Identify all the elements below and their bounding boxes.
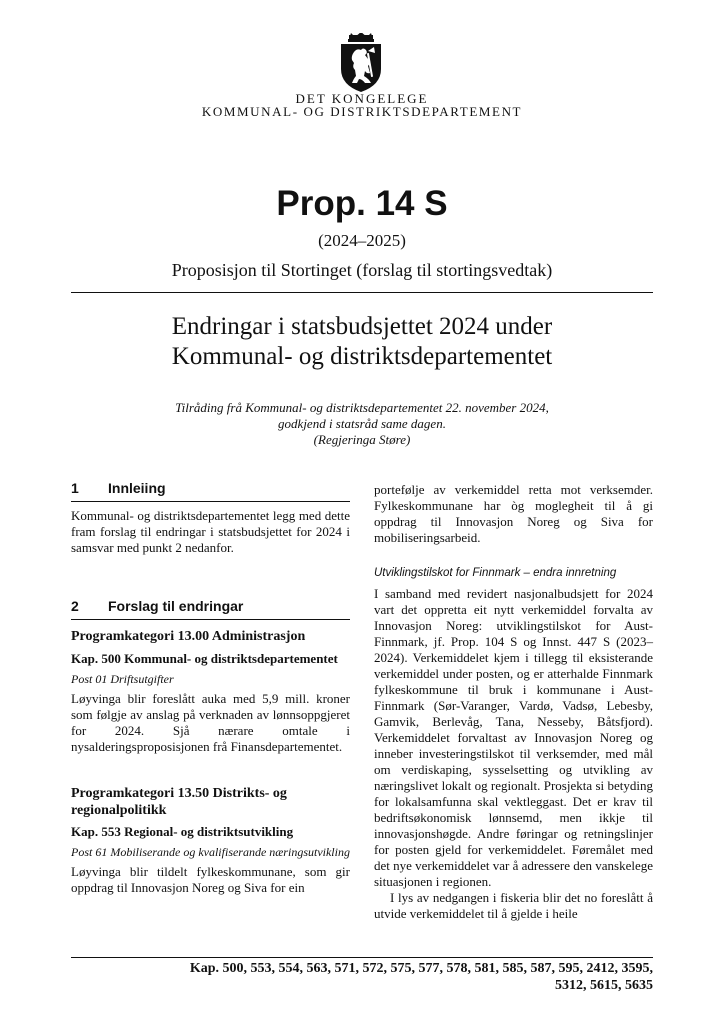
coat-of-arms-icon [337,33,385,93]
title-divider [71,292,653,293]
program-category-13-50: Programkategori 13.50 Distrikts- og regionalpolitikk [71,786,287,818]
section-2-heading [71,598,350,620]
section-2-number: 2 [71,598,79,614]
program-category-13-00: Programkategori 13.00 Administrasjon [71,629,306,644]
department-line-2: KOMMUNAL- OG DISTRIKTSDEPARTEMENT [201,104,523,119]
post-61-text: Løyvinga blir tildelt fylkeskommunane, som gir oppdrag til Innovasjon Noreg og Siva for ein [71,864,350,895]
document-title [0,312,724,372]
approval-line-2: godkjend i statsråd same dagen. [278,416,446,431]
chapter-553-heading: Kap. 553 Regional- og distriktsutvikling [71,824,294,839]
chapter-list [71,960,653,994]
section-1-number: 1 [71,480,79,496]
section-1-title: Innleiing [108,480,166,496]
document-title-line-1: Endringar i statsbudsjettet 2024 under [171,313,553,340]
post-61-heading: Post 61 Mobiliserande og kvalifiserande næringsutvikling [71,845,350,859]
post-01-heading: Post 01 Driftsutgifter [71,672,174,686]
chapter-list-line-2: 5312, 5615, 5635 [555,978,653,993]
finnmark-paragraph-2: I lys av nedgangen i fiskeria blir det no foreslått å utvide verkemiddelet til å gjelde i heile [374,890,653,921]
approval-note [0,400,724,448]
section-1-text: Kommunal- og distriktsdepartementet legg med dette fram forslag til endringar i statsbudsjettet for 2024 i samsvar med punkt 2 nedanfor. [71,508,350,555]
department-line-1: DET KONGELEGE [295,91,429,106]
proposition-number: Prop. 14 S [276,184,448,223]
right-column [374,482,653,922]
finnmark-paragraph-1: I samband med revidert nasjonalbudsjett for 2024 vart det oppretta eit nytt verkemiddel forvalta av Innovasjon Noreg: utviklingstilskot for Aust-Finnmark, jf. Prop. 104 S og Innst. 447 S (2023–2024). Verkemiddelet kjem i tillegg til eksisterande verkemiddel under posten, og er atterhalde Finnmark fylkeskommune til bruk i kommunane i Aust-Finnmark (Sør-Varanger, Vardø, Vadsø, Lebesby, Gamvik, Berlevåg, Tana, Nesseby, Båtsfjord). Verkemiddelet forvaltast av Innovasjon Noreg og inneber investeringstilskot til verksemder, med mål om verdiskaping, sysselsetting og utvikling av næringslivet lokalt og regionalt. Prosjekta si betyding for lokalsamfunna skal vektleggast. Det er krav til bedriftsøkonomisk lønnsemd, men ikkje til innovasjonshøgde. Andre føringar og retningslinjer for posten gjeld for verkemiddelet. Føremålet med det nye verkemiddelet var å adressere den vanskelege situasjonen i regionen. [374,586,654,889]
approval-line-1: Tilråding frå Kommunal- og distriktsdepartementet 22. november 2024, [175,400,549,415]
document-title-line-2: Kommunal- og distriktsdepartementet [171,343,553,370]
left-column [71,480,350,896]
continuation-text: portefølje av verkemiddel retta mot verksemder. Fylkeskommunane har òg moglegheit til å gi oppdrag til Innovasjon Noreg og Siva for mobiliseringsarbeid. [374,482,653,545]
proposition-subtitle: Proposisjon til Stortinget (forslag til stortingsvedtak) [171,260,553,280]
approval-line-3: (Regjeringa Støre) [313,432,411,447]
proposition-session: (2024–2025) [318,231,406,250]
section-2-title: Forslag til endringar [108,598,244,614]
post-01-text: Løyvinga blir foreslått auka med 5,9 mill. kroner som følgje av anslag på verknaden av lønnsoppgjeret for 2024. Sjå nærare omtale i nysalderingsproposisjonen frå Finansdepartementet. [71,691,350,754]
section-1-heading [71,480,350,502]
finnmark-subheading: Utviklingstilskot for Finnmark – endra innretning [374,567,617,579]
footer-divider [71,957,653,958]
chapter-list-line-1: Kap. 500, 553, 554, 563, 571, 572, 575, 577, 578, 581, 585, 587, 595, 2412, 3595, [189,961,653,976]
chapter-500-heading: Kap. 500 Kommunal- og distriktsdepartementet [71,651,338,666]
